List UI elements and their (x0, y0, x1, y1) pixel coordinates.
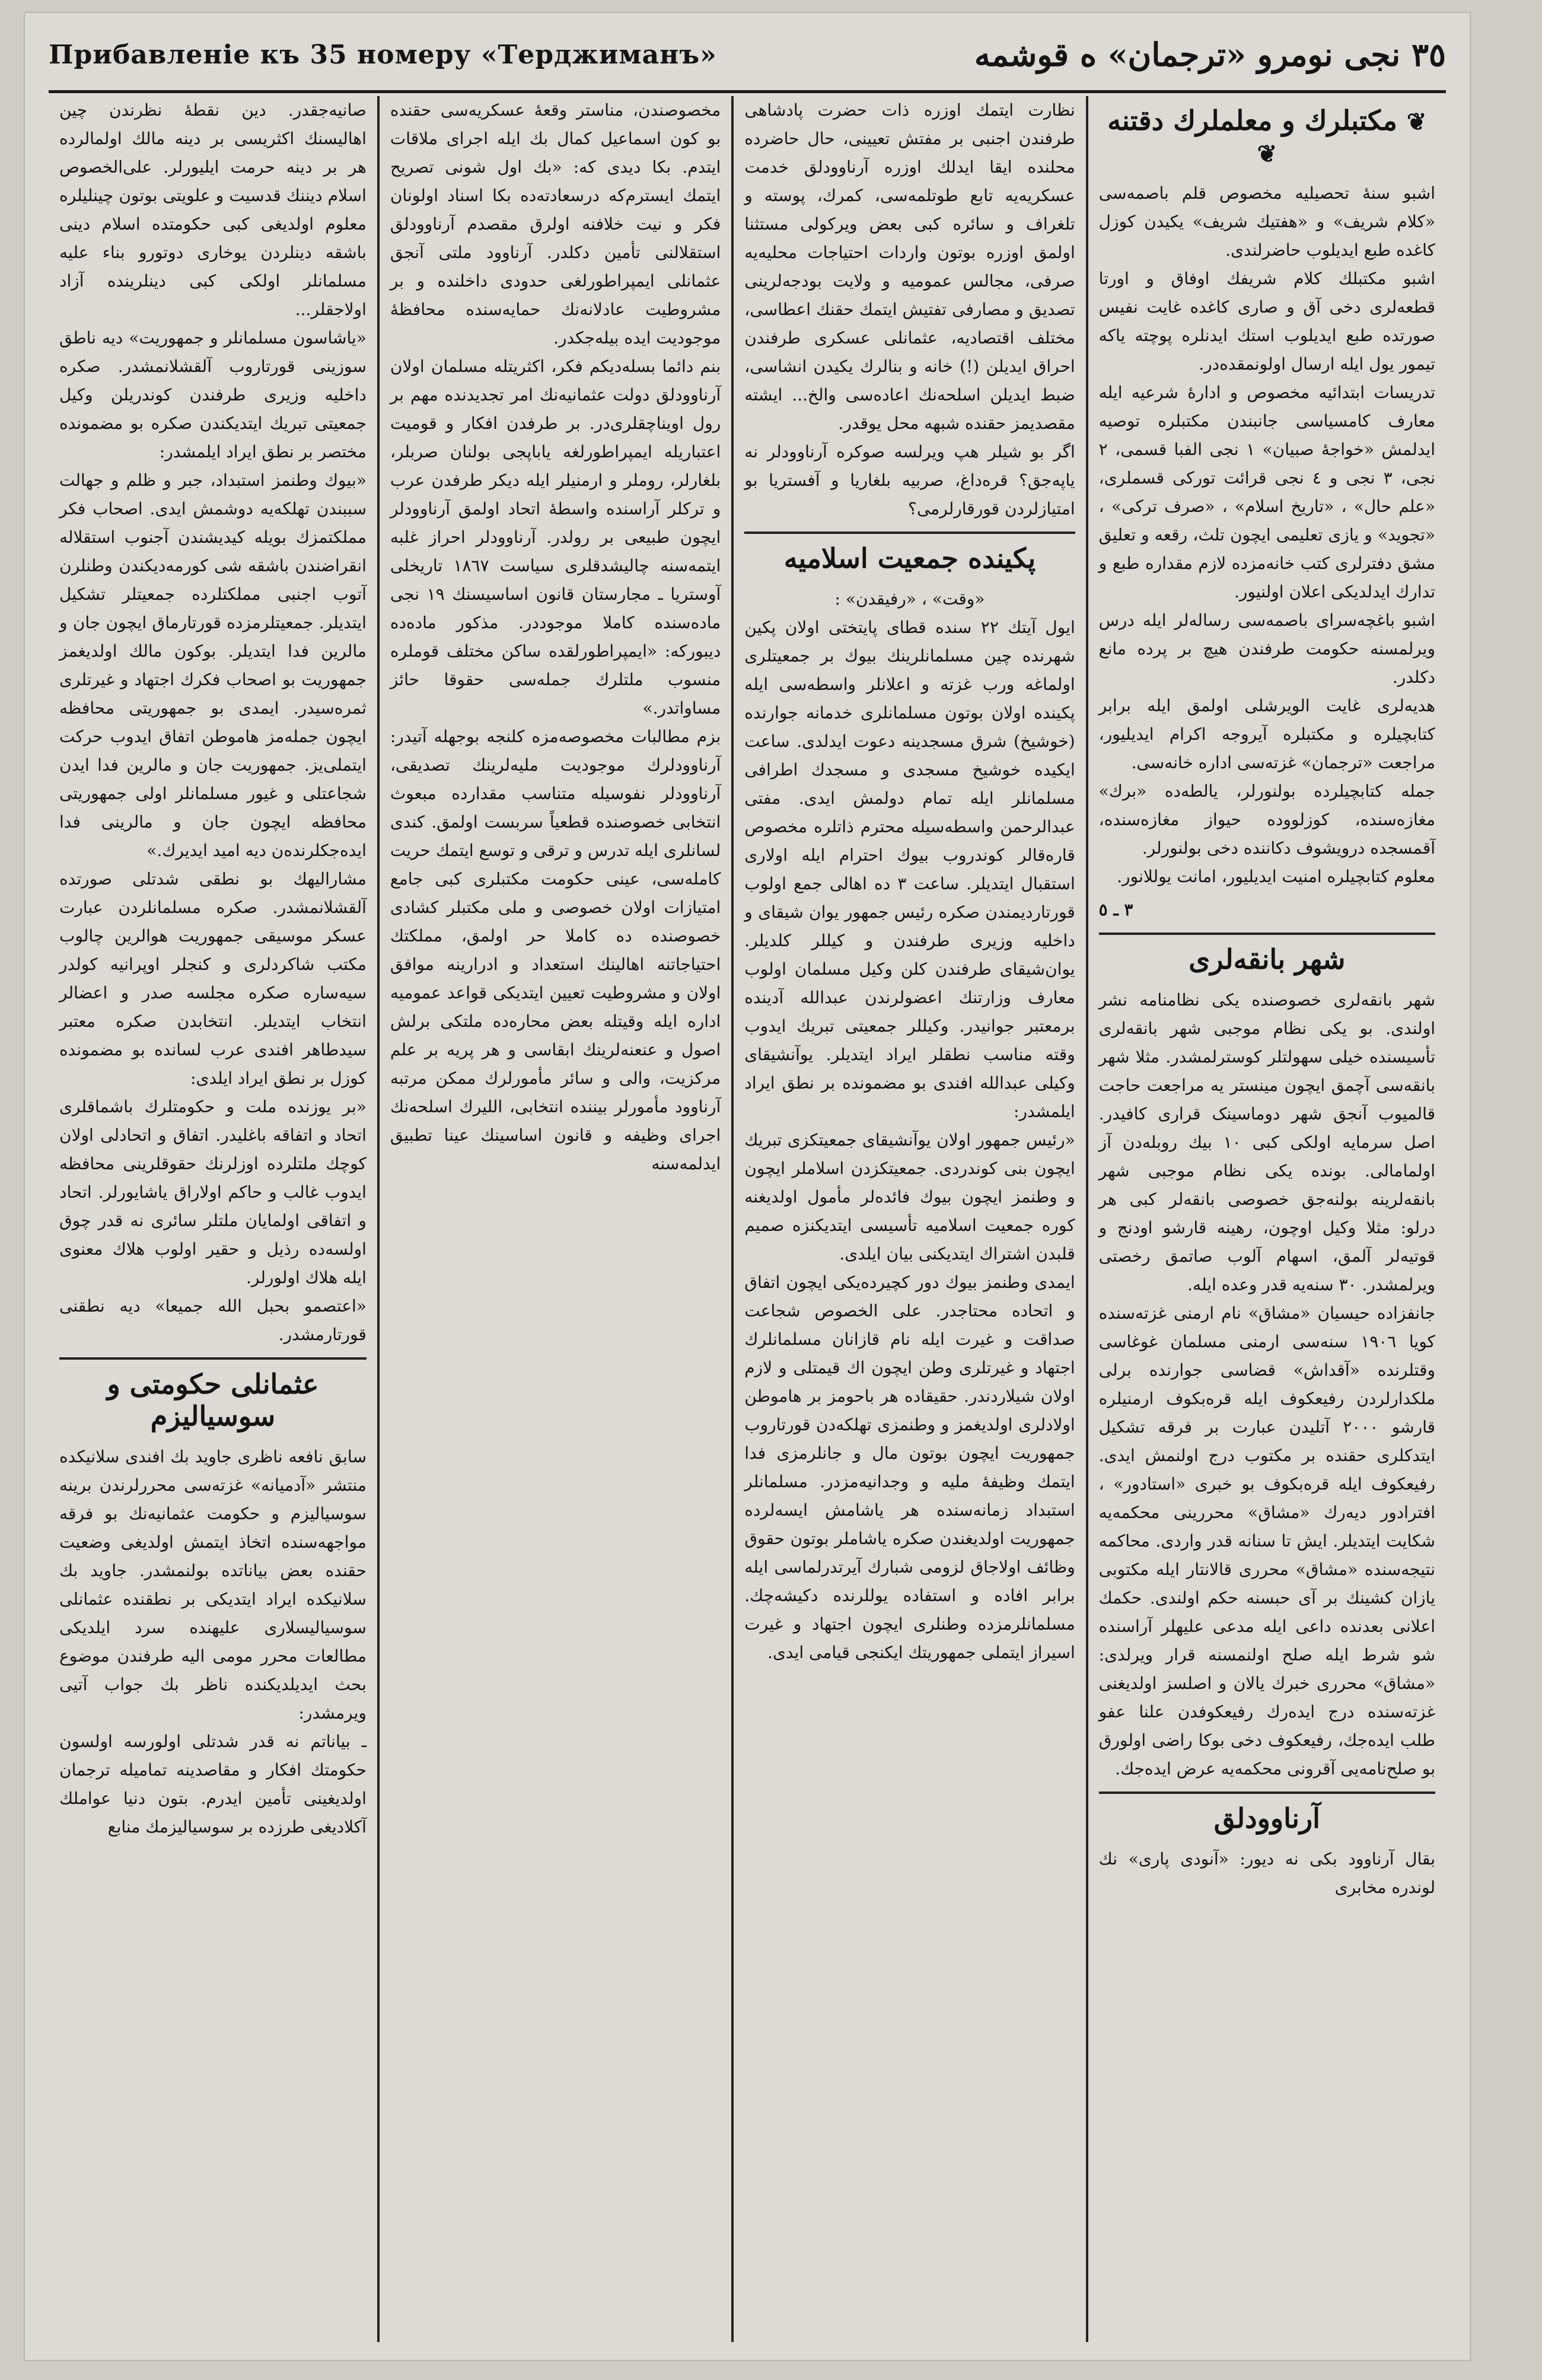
announcement-title (1099, 104, 1435, 168)
albania-interview-text3: بزم مطالبات مخصوصه‌مزه کلنجه بوجهله آتیدر: آرناوودلرك موجودیت ملیه‌لرینك تصدیقی، آرناوودلر نفوسیله متناسب مقدارده مبعوث انتخابی خصوصنده قطعیاً سربست اولمق. کندی لسانلری ایله تدرس و ترقی و توسع ایتمك حریت کامله‌سی، عینی حکومت مکتبلری کبی جامع امتیازات اولان خصوصی و ملی مکتبلر کشادی خصوصنده ده کاملا حر اولمق، مملکتك احتیاجاتنه اهالینك استعداد و ادرارینه موافق اولان و مشروطیت تعیین ایتدیکی قواعد عمومیه اداره ایله وقیتله بعض محاره‌ده ملتكی برلش اصول و عنعنه‌لرینك ابقاسی و هر پریه بر علم مرکزیت، والی و سائر مأمورلرك ممکن مرتبه آرناوود مأمورلر بیننده انتخابی، اللیرك اسلحه‌نك اجرای وظیفه و قانون اساسینك عینا تطبیق ایدلمه‌سنه (390, 727, 721, 1173)
islamic-society-title: پکینده جمعیت اسلامیه (783, 542, 1036, 574)
city-banks-subtext: جانفزاده حیسیان «مشاق» نام ارمنی غزته‌سنده کویا ١٩٠٦ سنه‌سی ارمنی مسلمان غوغاسی وقتلرنده «آقداش» قضاسی جوارنده برلی ملکدارلردن رفیعکوف ایله قره‌بکوف ارمنیلره قارشو ٢٠٠٠ آتلیدن عبارت بر فرقه تشکیل ایتدکلری حقنده بر مکتوب درج اولنمش ایدی. رفیعکوف ایله قره‌بکوف بو خبری «استادور» ، افترادور دیه‌رك «مشاق» محررینی محکمه‌یه شکایت ایتدیلر. ایش تا سنانه قدر واردی. محاکمه نتیجه‌سنده «مشاق» محرری قالانتار ایله مکتوبی یازان کشینك بر آی حبسنه حکم اولندی. حکمك اعلانی بعدنده داعی ایله مدعی علیهلر آراسنده شو شرط ایله صلح اولنمسنه قرار ویرلدی: «مشاق» محرری خبرك یالان و اصلسز اولدیغنی غزته‌سنده درج ایدەرك رفیعکوفدن علنا عفو طلب ایده‌جك، رفیعکوف دخی بوکا راضی اولورق بو صلح‌نامه‌یی آقرونی محکمه‌یه عرض ایده‌جك. (1098, 1303, 1436, 1778)
islamic-text3: ایمدی وطنمز بیوك دور کچیرده‌یکی ایچون اتفاق و اتحاده محتاجدر. علی الخصوص شجاعت صداقت و غیرت ایله نام قازانان مسلمانلرك اجتهاد و غیرتلری وطن ایچون اك قیمتلی و لازم اولان شیلاردندر. حقیقاده هر باحومز بر هاموطن اولادلری اولدیغمز و وطنمزی تهلکه‌دن قورتاروب جمهوریت ایچون بوتون مال و جانلرمزی فدا ایتمك وظیفهٔ ملیه و وجدانیه‌مزدر. مسلمانلر استبداد زمانه‌سنده هر یاشامش ایسه‌لرده جمهوریت اولدیغندن صکره یاشاملر بوتون حقوق وظائف اولاجاق لزومی شبارك آیرتدرلماسی ایله برابر افاده و استفاده یوللرنده دکیشه‌چك. مسلمانلرمزده وطنلری ایچون اجتهاد و غیرت اسیراز ایتملی جمهوریتك ایکنجی قیامی ایدی. (744, 1272, 1075, 1662)
city-banks-block (1099, 943, 1435, 1783)
masthead-arabic: ٣٥ نجی نومرو «ترجمان» ه قوشمه (974, 36, 1446, 74)
left-text2: «یاشاسون مسلمانلر و جمهوریت» دیه ناطق سوزینی قورتاروب آلقشلانمشدر. صکره داخلیه وزیری طرفندن کوندریلن وکیل جمعیتی تبریك ایتدیکندن صکره بو مضمونده مختصر بر نطق ایراد ایلمشدر: (59, 328, 367, 462)
section-divider (1099, 933, 1435, 935)
albania-interview-text2: بنم دائما بسلەدیکم فکر، اکثریتله مسلمان اولان آرناوودلق دولت عثمانیه‌نك امر تجدیدنده مهم بر رول اویناچقلری‌در. بر طرفدن افکار و قومیت اعتباریله ایمپراطورلغه یاباپجی بولنان صربلر، بلغارلر، روملر و ارمنیلر ایله دیکر طرفدن عرب و ترکلر آراسنده واسطهٔ اتحاد اولمق آرناوودلر ایچون طبیعی بر رولدر. آرناوودلر احراز غلبه ایتمه‌سنه چالیشدقلری سیاست ١٨٦٧ تاریخلی آوستریا ـ مجارستان قانون اساسیسنك ١٩ نجی ماده‌سنده کاملا موجوددر. مذکور ماده‌ده دیبورکه: «ایمپراطورلقده ساکن مختلف قوملره منسوب ملتلرك جمله‌سی حقوقا حائز مساواتدر.» (390, 357, 721, 718)
announcement-p2: اشبو مکتبلك کلام شریفك اوفاق و اورتا قطعه‌لری دخی آق و صاری کاغده غایت نفیس صورتده طبع ایدیلوب استك ایدنلره پوچته یاکه تیمور یول ایله ارسال اولونمقده‌در. (1098, 269, 1435, 374)
second-middle-column (380, 96, 731, 2342)
albania-title: آرناوودلق (1213, 1802, 1320, 1834)
ornament-icon: ❦ (1406, 108, 1427, 136)
newspaper-page (24, 12, 1471, 2361)
left-text3: «بیوك وطنمز استبداد، جبر و ظلم و جهالت سببندن تهلکه‌یه دوشمش ایدی. اصحاب فکر مملکتمزك بویله کیدیشندن آجنوب استقلاله انقراضندن باشقه شی کورمه‌دیکندن وطنلرن آتوب اجنبی مملکتلرده جمعیتلر تشکیل ایتدیلر. جمعیتلرمزده قورتارماق ایچون جان و مالرین فدا ایتدیلر. بوکون مالك اولدیغمز جمهوریت بو اصحاب فکرك اجتهاد و غیرتلری ثمره‌سیدر. ایمدی بو جمهوریتی محافظه ایچون جمله‌مز هاموطن اتفاق ایدوب حرکت ایتملی‌یز. جمهوریت جان و مالرین فدا ایدن شجاعتلی و غیور مسلمانلر اولی جمهوریتی محافظه ایچون جان و مالرینی فدا ایده‌جکلرنده‌ن دیه امید ایدیرك.» (59, 470, 367, 860)
islamic-source: «وقت» ، «رفیقدن» : (834, 589, 985, 609)
right-column (1088, 96, 1446, 2342)
announcement-block (1099, 104, 1435, 924)
ornament-icon: ❦ (1257, 140, 1277, 168)
ottoman-socialism-text: سابق نافعه ناظری جاوید بك افندی سلانیکده منتشر «آدمیانه» غزته‌سی محررلرندن برینه سوسیالیزم و حکومت عثمانیه‌نك بو فرقه مواجهه‌سنده اتخاذ ایتمش اولدیغی وضعیت حقنده بعض بیاناتده بولنمشدر. جاوید بك سلانیکده ایراد ایتدیکی بر نطقنده عثمانلی سوسیالیسلاری علیهنده سرد ایلدیکی مطالعات محرر مومی الیه طرفندن موضوع بحث ایدیلدیکنده ناظر بك جواب آتیی ویرمشدر: (59, 1447, 367, 1723)
islamic-text: ایول آیتك ٢٢ سنده قطای پایتختی اولان پکین شهرنده چین مسلمانلرینك بیوك بر جمعیتلری اولماغه ورب غزته و اعلانلر واسطه‌سی ایله پکینده اولان بوتون مسلمانلری خدمانه جوارنده (خوشیخ) شرق مسجدینه دعوت ایدلدی. ساعت ایکیده خوشیخ مسجدی و مسجدك اطرافی مسلمانلر ایله تمام دولمش ایدی. مفتی عبدالرحمن واسطه‌سیله محترم ذاتلره مخصوص قارەقالر کوندروب بیوك احترام ایله اولاری استقبال ایتدیلر. ساعت ٣ ده اهالی جمع اولوب قورتاردیمندن صکره رئیس جمهور یوان شیقای و داخلیه وزیری طرفندن و کیللر کلدیلر. یوان‌شیقای طرفندن کلن وکیل مسلمان اولوب معارف وزارتنك اعضولرندن عبدالله آدینده برمعتبر جوانیدر. وکیللر جمعیتی تبریك ایدوب وقته مناسب نطقلر ایراد ایتدیلر. یوآنشیقای وکیلی عبدالله افندی بو مضمونده بر نطق ایراد ایلمشدر: (744, 618, 1075, 1121)
mid-top-text2: اگر بو شیلر هپ ویرلسه صوکره آرناوودلر نه یاپه‌جق؟ قره‌داغ، صربیه بلغاریا و آفستریا بو امتیازلردن قورقارلرمی؟ (744, 442, 1075, 518)
announcement-p6: جمله کتابچیلرده بولنورلر، یالطه‌ده «برك» مغازه‌سنده، کوزلووده حیواز مغازه‌سنده، آقمسجده درویشوف دکاننده دخی بولنورلر. (1098, 781, 1435, 858)
section-divider (59, 1357, 367, 1360)
mid-top-text: نظارت ایتمك اوزره ذات حضرت پادشاهی طرفندن اجنبی بر مفتش تعیینی، حال حاضرده محلنده ایقا ایدلك اوزره آرناوودلق خدمت عسکریه‌یه تابع طوتلمه‌سی، کمرك، پوسته و تلغراف و سائره کبی بعض ویرکولی مستثنا اولمق اوزره بوتون واردات احتیاجات محلیه‌یه صرفی، مجالس عمومیه و ولایت بودجه‌لرینی تصدیق و مصارفی تفتیش ایتمك حقنك اعطاسی، مختلف اقتصادیه، عثمانلی عسکری طرفندن احراق ایدیلن (!) خانه و بنالرك یکیدن انشاسی، ضبط ایدیلن اسلحه‌نك اعاده‌سی والخ... ایشته مقصدیمز حقنده شبهه محل یوقدر. (744, 100, 1075, 433)
columns (49, 96, 1446, 2342)
ottoman-socialism-quote: ـ بیاناتم نه قدر شدتلی اولورسه اولسون حکومتك افکار و مقاصدینه تمامیله ترجمان اولدیغینی تأمین ایدرم. بتون دنیا عواملك آکلادیغی طرزده بر سوسیالیزمك منابع (59, 1732, 367, 1837)
announcement-p1: اشبو سنهٔ تحصیلیه مخصوص قلم باصمه‌سی «کلام شریف» و «هفتیك شریف» یکیدن کوزل کاغده طبع ایدیلوب حاضرلندی. (1098, 183, 1435, 260)
islamic-quote: «رئیس جمهور اولان یوآنشیقای جمعیتکزی تبریك ایچون بنی کوندردی. جمعیتکزدن اسلاملر ایچون و وطنمز ایچون بیوك فائده‌لر مأمول اولدیغنه کوره جمعیت اسلامیه تأسیسی ایتدیکنزه صمیم قلبدن اشتراك ایتدیکنی بیان ایلدی. (744, 1130, 1075, 1264)
albania-text: بقال آرناوود بکی نه دیور: «آنودی پاری» نك لوندره مخابری (1098, 1849, 1435, 1897)
city-banks-text: شهر بانقه‌لری خصوصنده یکی نظامنامه نشر اولندی. بو یکی نظام موجبی شهر بانقه‌لری تأسیسنده خیلی سهولتلر کوسترلمشدر. مثلا شهر بانقه‌سی آچمق ایچون مینستر یه مراجعت حاجت قالمیوب آنجق شهر دوما‌سینک قراری کافیدر. اصل سرمایه اولکی کبی ١٠ بیك روبله‌دن آز اولمامالی. بونده یکی نظام موجبی شهر بانقه‌لرینه بولنه‌جق خصوصی بانقه‌لر کبی هر درلو: مثلا وکیل اوچون، رهینه قارشو اودنج و قوتیه‌لر آلمق، اسهام آلوب صاتمق رخصتی ویرلمشدر. ٣٠ سنه‌یه قدر وعده ایله. (1098, 990, 1435, 1294)
masthead (49, 19, 1446, 93)
announcement-number: ٣ ـ ٥ (1098, 900, 1133, 919)
middle-column (734, 96, 1085, 2342)
left-text: صانیه‌جقدر. دین نقطهٔ نظرندن چین اهالیسنك اکثریسی بر دینه مالك اولمالرده هر بر دینه حرمت ایلیورلر. علی‌الخصوص اسلام دیننك قدسیت و علویتی بوتون چینلیلره معلوم اولدیغی کبی حکومتده اسلام دینی باشقه دینلردن یوخاری دوتورو بناء علیه مسلمانلر اولکی کبی دینلرینده آزاد اولاجقلر... (59, 100, 367, 319)
section-divider (1099, 1792, 1435, 1794)
ottoman-socialism-title: عثمانلی حکومتی و سوسیالیزم (107, 1368, 319, 1432)
announcement-p4: اشبو باغچه‌سرای باصمه‌سی رساله‌لر ایله درس ویرلمسنه حکومت طرفندن هیچ بر پرده مانع دکلدر. (1098, 610, 1435, 687)
announcement-title-text: مکتبلرك و معلملرك دقتنه (1107, 104, 1397, 136)
announcement-p7: معلوم کتابچیلره امنیت ایدیلیور، امانت یوللانور. (1117, 867, 1435, 886)
announcement-p3: تدریسات ابتدائیه مخصوص و ادارهٔ شرعیه ایله معارف کامسیاسی جانبندن مکتبلره توصیه ایدلمش «خواجهٔ صبیان» ١ نجی الفبا قسمی، ٢ نجی، ٣ نجی و ٤ نجی قرائت توركی قسملری، «علم حال» ، «تاریخ اسلام» ، «صرف تركی» ، «تجوید» و یازی تعلیمی ایچون تلث، رقعه و تعلیق مشق دفترلری کتب خانه‌مزده لازم مقداره طبع و تدارك ایدلدیکی اعلان اولنیور. (1098, 383, 1436, 602)
city-banks-title: شهر بانقه‌لری (1189, 943, 1346, 975)
announcement-p5: هدیه‌لری غایت الویرشلی اولمق ایله برابر کتابچیلره و مکتبلره آیروجه اکرام ایدیلیور، مراجعت «ترجمان» غزته‌سی اداره خانه‌سی. (1098, 696, 1435, 772)
left-text6: «اعتصمو بحبل الله جمیعا» دیه نطقنی قورتارمشدر. (59, 1296, 367, 1344)
albania-interview-text: مخصوصندن، مناستر وقعهٔ عسکریه‌سی حقنده بو کون اسماعیل کمال بك ایله اجرای ملاقات ایتدم. بکا دیدی که: «بك اول شونی تصریح ایتمك ایسترم‌که درسعادته‌ده بکا اسناد اولونان فکر و نیت خلافنه اولرق مقصدم آرناوودلق استقلالنی تأمین دکلدر. آرناوود ملتی آنجق عثمانلی ایمپراطورلغی حدودی داخلنده و بر مشروطیت عادلانه‌نك حمایه‌سنده محافظهٔ موجودیت ایده بیله‌جکدر. (390, 100, 721, 348)
left-column (49, 96, 377, 2342)
section-divider (744, 532, 1075, 534)
masthead-russian: Прибавленiе къ 35 номеру «Терджиманъ» (49, 39, 717, 70)
albania-block (1099, 1802, 1435, 1902)
left-text5: «بر یوزنده ملت و حکومتلرك باشماقلری اتحاد و اتفاقه باغلیدر. اتفاق و اتحادلی اولان کوچك ملتلرده اوزلرنك حقوقلرینی محافظه ایدوب غالب و حاکم اولاراق یاشایورلر. اتحاد و اتفاقی اولمایان ملتلر سائری نه قدر چوق اولسه‌ده رذیل و حقیر اولوب هلاك معنوی ایله هلاك اولورلر. (59, 1097, 367, 1287)
left-text4: مشارالیهك بو نطقی شدتلی صورتده آلقشلانمشدر. صکره مسلمانلردن عبارت عسکر موسیقی جمهوریت هوالرین چالوب مکتب شاکردلری و کنجلر اوپرانیه کولدر سیه‌ساره صکره مجلسه صدر و اعضالر انتخاب ایتدیلر. انتخابدن صکره معتبر سیدطاهر افندی عرب لسانده بو مضمونده کوزل بر نطق ایراد ایلدی: (59, 869, 367, 1088)
